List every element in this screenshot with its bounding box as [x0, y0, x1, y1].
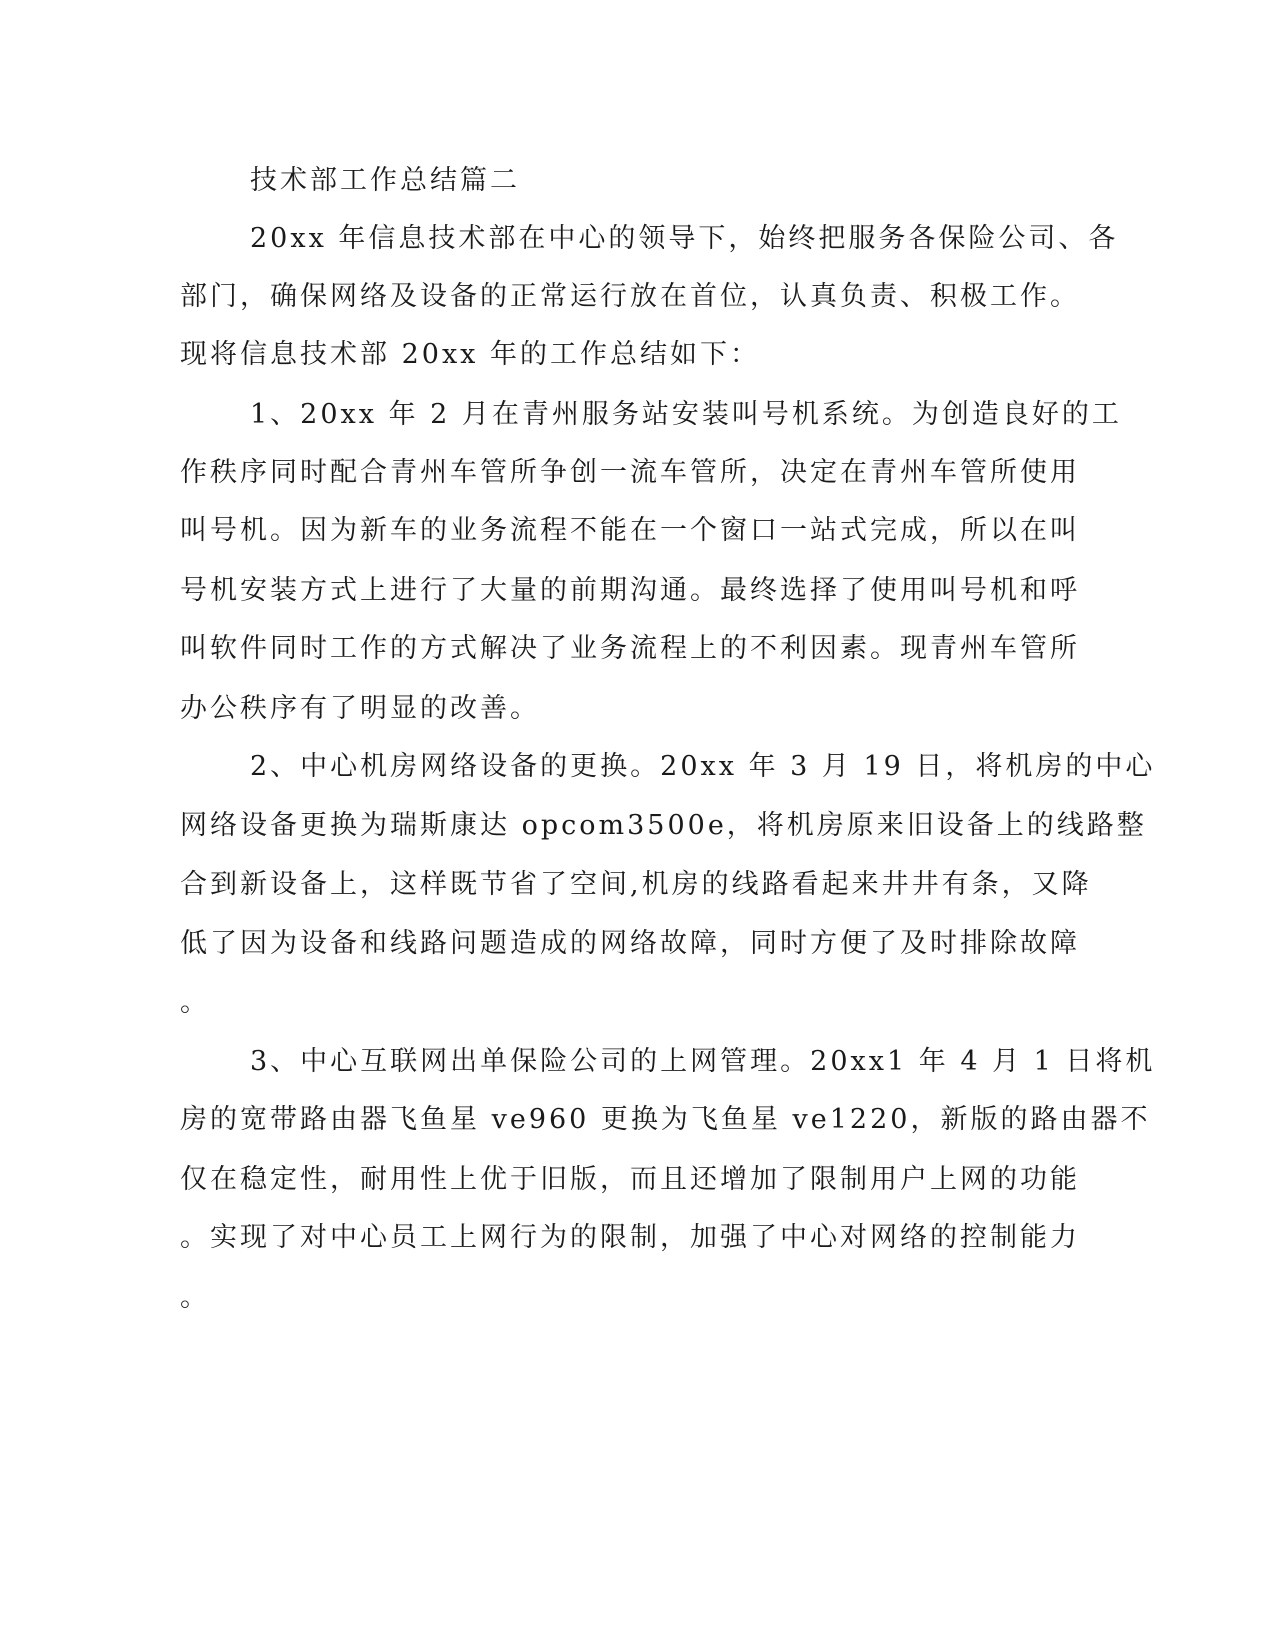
paragraph-line: 号机安装方式上进行了大量的前期沟通。最终选择了使用叫号机和呼 — [180, 575, 1080, 606]
paragraph-line: 。 — [180, 1282, 210, 1313]
paragraph-line: 叫软件同时工作的方式解决了业务流程上的不利因素。现青州车管所 — [180, 633, 1080, 664]
paragraph-line: 部门，确保网络及设备的正常运行放在首位，认真负责、积极工作。 — [180, 281, 1080, 312]
paragraph-line: 网络设备更换为瑞斯康达 opcom3500e，将机房原来旧设备上的线路整 — [180, 810, 1147, 841]
paragraph-line: 20xx 年信息技术部在中心的领导下，始终把服务各保险公司、各 — [250, 223, 1119, 254]
paragraph-line: 1、20xx 年 2 月在青州服务站安装叫号机系统。为创造良好的工 — [250, 399, 1122, 430]
paragraph-line: 低了因为设备和线路问题造成的网络故障，同时方便了及时排除故障 — [180, 928, 1080, 959]
paragraph-line: 。 — [180, 987, 210, 1018]
paragraph-line: 办公秩序有了明显的改善。 — [180, 693, 540, 724]
paragraph-line: 作秩序同时配合青州车管所争创一流车管所，决定在青州车管所使用 — [180, 457, 1080, 488]
paragraph-line: 仅在稳定性，耐用性上优于旧版，而且还增加了限制用户上网的功能 — [180, 1164, 1080, 1195]
document-heading: 技术部工作总结篇二 — [250, 165, 520, 196]
paragraph-line: 3、中心互联网出单保险公司的上网管理。20xx1 年 4 月 1 日将机 — [250, 1046, 1156, 1077]
paragraph-line: 现将信息技术部 20xx 年的工作总结如下： — [180, 339, 760, 370]
paragraph-line: 房的宽带路由器飞鱼星 ve960 更换为飞鱼星 ve1220，新版的路由器不 — [180, 1104, 1151, 1135]
paragraph-line: 合到新设备上，这样既节省了空间,机房的线路看起来井井有条，又降 — [180, 869, 1092, 900]
paragraph-line: 2、中心机房网络设备的更换。20xx 年 3 月 19 日，将机房的中心 — [250, 751, 1156, 782]
paragraph-line: 。实现了对中心员工上网行为的限制，加强了中心对网络的控制能力 — [180, 1222, 1080, 1253]
paragraph-line: 叫号机。因为新车的业务流程不能在一个窗口一站式完成，所以在叫 — [180, 515, 1080, 546]
